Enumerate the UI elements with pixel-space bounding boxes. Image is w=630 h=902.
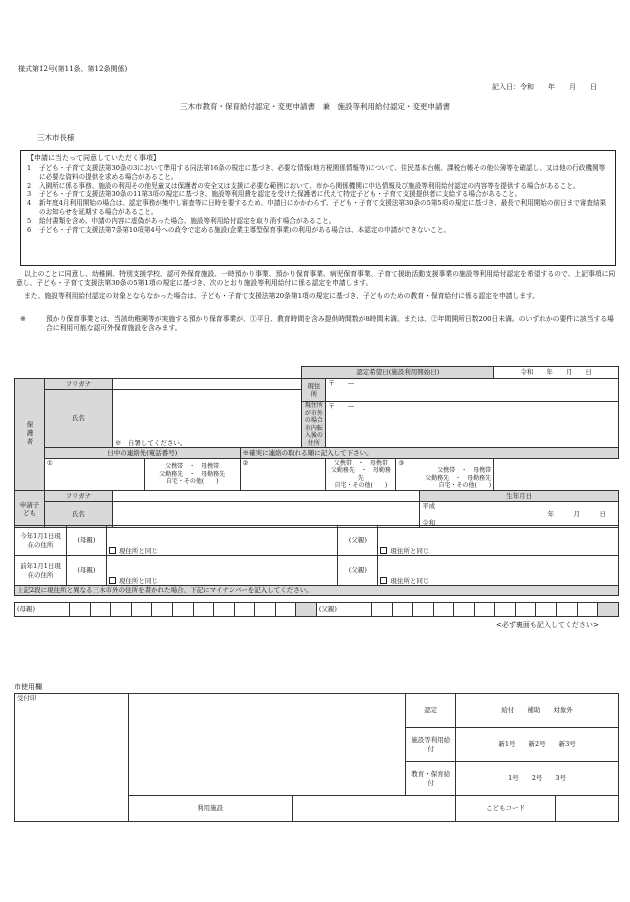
consent-item-number: 2 (27, 181, 32, 190)
mynumber-digit[interactable] (275, 603, 296, 617)
mynumber-digit[interactable] (152, 603, 173, 617)
consent-item-number: 6 (27, 225, 32, 234)
mynumber-digit[interactable] (413, 603, 434, 617)
mynumber-table (14, 602, 619, 617)
guardian-furigana-label: フリガナ (44, 379, 112, 390)
mynumber-digit[interactable] (515, 603, 536, 617)
child-furigana-input[interactable] (112, 491, 419, 502)
checkbox-icon[interactable] (380, 577, 387, 584)
mynumber-digit[interactable] (536, 603, 557, 617)
consent-item-number: 1 (27, 163, 32, 172)
start-date-label: 認定希望日(施設利用開始日) (302, 367, 494, 379)
contact-2-options[interactable]: 父携帯 ・ 母携帯 父勤務先 ・ 母勤務先 自宅・その他( ) (326, 459, 396, 491)
checkbox-icon[interactable] (380, 547, 387, 554)
child-name-input[interactable] (112, 502, 419, 528)
mynumber-digit[interactable] (433, 603, 454, 617)
consent-box (20, 150, 616, 266)
consent-item-number: 3 (27, 190, 32, 199)
guardian-name-label: 氏名 (44, 390, 112, 448)
consent-item-text: 子ども・子育て支援法第7条第10項第4号への政令で定める施設(企業主導型保育事業)の利用がある場合は、本認定の申請ができないこと。 (39, 225, 450, 234)
mynumber-digit[interactable] (234, 603, 255, 617)
shisetsu-label: 施設等利用給付 (406, 728, 456, 762)
contact-2-input[interactable]: ② (240, 459, 326, 491)
this-year-father-label: (父親) (338, 526, 378, 556)
mynumber-digit[interactable] (255, 603, 276, 617)
residence-table (14, 525, 619, 596)
guardian-label: 保護者 (15, 379, 45, 491)
mynumber-digit[interactable] (296, 603, 317, 617)
mynumber-digit[interactable] (193, 603, 214, 617)
consent-title: 【申請に当たって同意していただく事項】 (27, 154, 160, 162)
note-mark: ※ (20, 315, 26, 323)
child-furigana-label: フリガナ (44, 491, 112, 502)
consent-item-text: 新年度4月利用開始の場合は、認定事務が集中し審査等に日時を要するため、申請日にかかわらず、子ども・子育て支援法第30条の5第5項の規定に基づき、最長で利用開始の前日まで審査結果のお知らせを延期する場合があること。 (39, 199, 607, 217)
facility-input[interactable] (292, 796, 456, 822)
back-side-note: <必ず裏面も記入してください> (496, 621, 599, 629)
birth-date-label: 生年月日 (420, 491, 619, 502)
prev-year-father-label: (父親) (338, 556, 378, 586)
contact-row (15, 459, 619, 491)
checkbox-icon[interactable] (109, 547, 116, 554)
checkbox-icon[interactable] (109, 577, 116, 584)
signature-note: ※ 自署してください。 (114, 438, 187, 447)
mynumber-digit[interactable] (372, 603, 393, 617)
reception-stamp[interactable]: 受付印 (15, 694, 129, 822)
consent-list (27, 164, 609, 235)
office-use-table (14, 693, 619, 822)
mynumber-digit[interactable] (577, 603, 598, 617)
page-title: 三木市教育・保育給付認定・変更申請書 兼 施設等利用給付認定・変更申請書 (180, 102, 450, 111)
mynumber-mother-label: (母親) (15, 603, 70, 617)
mynumber-digit[interactable] (172, 603, 193, 617)
consent-item-number: 5 (27, 217, 32, 226)
guardian-furigana-input[interactable] (112, 379, 302, 390)
office-blank (128, 694, 405, 796)
contact-1-options[interactable]: 父携帯 ・ 母携帯 父勤務先 ・ 母勤務先 自宅・その他( ) (144, 459, 240, 491)
mynumber-digit[interactable] (474, 603, 495, 617)
mynumber-father-label: (父親) (316, 603, 371, 617)
moving-in-address-label: 現住所が市外の場合 市内転入後の住所 (302, 402, 326, 448)
prev-year-mother-label: (母親) (66, 556, 106, 586)
nintei-options[interactable]: 給付 補助 対象外 (456, 694, 619, 728)
note-text: 預かり保育事業とは、当該幼稚園等が実施する預かり保育事業が、①平日、教育時間を含み提供時間数が8時間未満。または、②年間開所日数200日未満。のいずれかの要件に該当する場合に利用可能な認可外保育施設を含みます。 (46, 315, 614, 333)
start-date-value[interactable]: 令和 年 月 日 (494, 367, 619, 379)
consent-item (27, 190, 609, 199)
contact-note: ※確実に連絡の取れる順に記入して下さい。 (240, 448, 618, 459)
contact-3-input[interactable]: ③ 父携帯 ・ 母携帯 父勤務先 ・ 母勤務先 自宅・その他( ) (396, 459, 494, 491)
agreement-text: 以上のことに同意し、幼稚園、特別支援学校、認可外保育施設、一時預かり事業、預かり保育事業、病児保育事業、子育て援助活動支援事業の施設等利用給付認定を希望するので、上記事項に同意し、子ども・子育て支援法第30条の5第1項の規定に基づき、次のとおり施設等利用給付に係る認定を申請します。 (16, 270, 616, 288)
mynumber-digit[interactable] (454, 603, 475, 617)
consent-item-text: 入園所に係る事務、施設の利用その他児童又は保護者の安全又は支援に必要な範囲において、市から関係機関に申込情報及び施設等利用給付認定の内容等を提供する場合があること。 (39, 181, 580, 190)
this-year-mother-label: (母親) (66, 526, 106, 556)
mynumber-digit[interactable] (556, 603, 577, 617)
child-code-label: こどもコード (456, 796, 556, 822)
consent-item-number: 4 (27, 199, 32, 208)
guardian-name-input[interactable] (112, 390, 302, 448)
mynumber-digit[interactable] (495, 603, 516, 617)
mynumber-digit[interactable] (392, 603, 413, 617)
consent-item (27, 199, 609, 217)
this-year-father-same[interactable]: 現住所と同じ (378, 526, 619, 556)
mynumber-digit[interactable] (131, 603, 152, 617)
address-label: 現住所 (302, 379, 326, 402)
prev-year-mother-same[interactable]: 現住所と同じ (106, 556, 338, 586)
mynumber-digit[interactable] (598, 603, 619, 617)
contact-1-input[interactable]: ① (44, 459, 144, 491)
consent-item (27, 164, 609, 182)
contact-label: 日中の連絡先(電話番号) (44, 448, 240, 459)
mynumber-digit[interactable] (214, 603, 235, 617)
kyoiku-options[interactable]: 1号 2号 3号 (456, 762, 619, 796)
agreement-text-2: また、施設等利用給付認定の対象とならなかった場合は、子ども・子育て支援法第20条第1項の規定に基づき、子どものための教育・保育給付に係る認定を申請します。 (24, 292, 540, 300)
child-label: 申請子ども (15, 491, 45, 528)
consent-item-text: 給付書類を含め、申請の内容に虚偽があった場合、施設等利用給付認定を取り消す場合があること。 (39, 217, 336, 226)
shisetsu-options[interactable]: 新1号 新2号 新3号 (456, 728, 619, 762)
consent-item (27, 226, 609, 235)
mynumber-digit[interactable] (111, 603, 132, 617)
mynumber-digit[interactable] (70, 603, 91, 617)
birth-date-input[interactable]: 平成 令和 年 月 日 (420, 502, 619, 528)
office-use-label: 市使用欄 (14, 683, 42, 691)
consent-item-text: 子ども・子育て支援法第30条の11第3項の規定に基づき、施設等利用費を認定を受けた保護者に代えて特定子ども・子育て支援提供者に支給する場合があること。 (39, 190, 522, 199)
moving-in-address-input[interactable]: 〒 — (326, 402, 619, 448)
fill-date[interactable]: 記入日：令和 年 月 日 (492, 83, 597, 91)
prev-year-jan1-label: 前年1月1日現在の住所 (15, 556, 67, 586)
form-number: 様式第12号(第11条、第12条関係) (18, 65, 128, 73)
consent-item (27, 217, 609, 226)
addressee: 三木市長様 (37, 133, 75, 142)
child-code-input[interactable] (556, 796, 619, 822)
mynumber-digit[interactable] (90, 603, 111, 617)
child-name-label: 氏名 (44, 502, 112, 528)
facility-label: 利用施設 (128, 796, 292, 822)
address-input[interactable]: 〒 — (326, 379, 619, 402)
application-table (14, 366, 619, 528)
prev-year-father-same[interactable]: 現住所と同じ (378, 556, 619, 586)
mynumber-note: 上記2段に現住所と異なる三木市外の住所を書かれた場合、下記にマイナンバーを記入してください。 (15, 586, 619, 596)
this-year-jan1-label: 今年1月1日現在の住所 (15, 526, 67, 556)
this-year-mother-same[interactable]: 現住所と同じ (106, 526, 338, 556)
nintei-label: 認定 (406, 694, 456, 728)
consent-item-text: 子ども・子育て支援法第30条の3において準用する同法第16条の規定に基づき、必要な情報(地方税関係情報等)について、住民基本台帳、課税台帳その他公簿等を確認し、又は他の行政機関等に必要な資料の提供を求める場合があること。 (39, 163, 606, 181)
kyoiku-label: 教育・保育給付 (406, 762, 456, 796)
